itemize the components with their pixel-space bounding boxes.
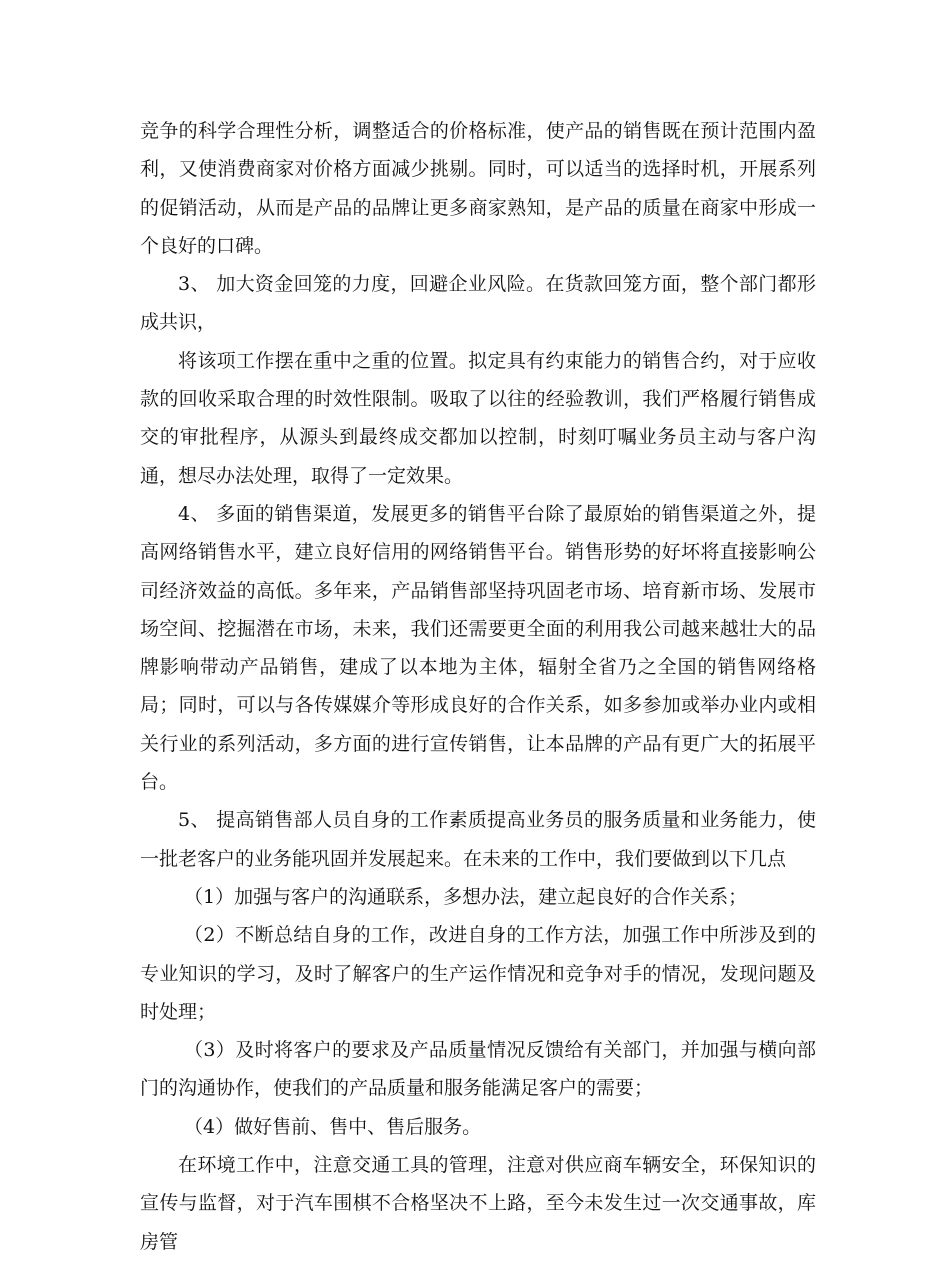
- paragraph-environment: 在环境工作中，注意交通工具的管理，注意对供应商车辆安全，环保知识的宣传与监督，对于汽车围棋不合格坚决不上路，至今未发生过一次交通事故，库房管: [140, 1154, 816, 1253]
- list-item-2: （2）不断总结自身的工作，改进自身的工作方法，加强工作中所涉及到的专业知识的学习，及时了解客户的生产运作情况和竞争对手的情况，发现问题及时处理；: [140, 924, 816, 1023]
- list-item-3: （3）及时将客户的要求及产品质量情况反馈给有关部门，并加强与横向部门的沟通协作，使我们的产品质量和服务能满足客户的需要；: [140, 1039, 816, 1100]
- list-item-1: （1）加强与客户的沟通联系，多想办法，建立起良好的合作关系；: [184, 885, 748, 908]
- document-body: [140, 112, 816, 1261]
- paragraph-item-5: 5、 提高销售部人员自身的工作素质提高业务员的服务质量和业务能力，使一批老客户的业务能巩固并发展起来。在未来的工作中，我们要做到以下几点: [140, 809, 816, 870]
- list-item-4: （4）做好售前、售中、售后服务。: [184, 1115, 482, 1138]
- paragraph-pricing: 竞争的科学合理性分析，调整适合的价格标准，使产品的销售既在预计范围内盈利，又使消费商家对价格方面减少挑剔。同时，可以适当的选择时机，开展系列的促销活动，从而是产品的品牌让更多商家熟知，是产品的质量在商家中形成一个良好的口碑。: [140, 120, 816, 257]
- paragraph-item-3-continued: 将该项工作摆在重中之重的位置。拟定具有约束能力的销售合约，对于应收款的回收采取合理的时效性限制。吸取了以往的经验教训，我们严格履行销售成交的审批程序，从源头到最终成交都加以控制，时刻叮嘱业务员主动与客户沟通，想尽办法处理，取得了一定效果。: [140, 349, 816, 487]
- paragraph-item-3: 3、 加大资金回笼的力度，回避企业风险。在货款回笼方面，整个部门都形成共识，: [140, 273, 816, 334]
- paragraph-item-4: 4、 多面的销售渠道，发展更多的销售平台除了最原始的销售渠道之外，提高网络销售水平，建立良好信用的网络销售平台。销售形势的好坏将直接影响公司经济效益的高低。多年来，产品销售部坚持巩固老市场、培育新市场、发展市场空间、挖掘潜在市场，未来，我们还需要更全面的利用我公司越来越壮大的品牌影响带动产品销售，建成了以本地为主体，辐射全省乃之全国的销售网络格局；同时，可以与各传媒媒介等形成良好的合作关系，如多参加或举办业内或相关行业的系列活动，多方面的进行宣传销售，让本品牌的产品有更广大的拓展平台。: [140, 502, 816, 794]
